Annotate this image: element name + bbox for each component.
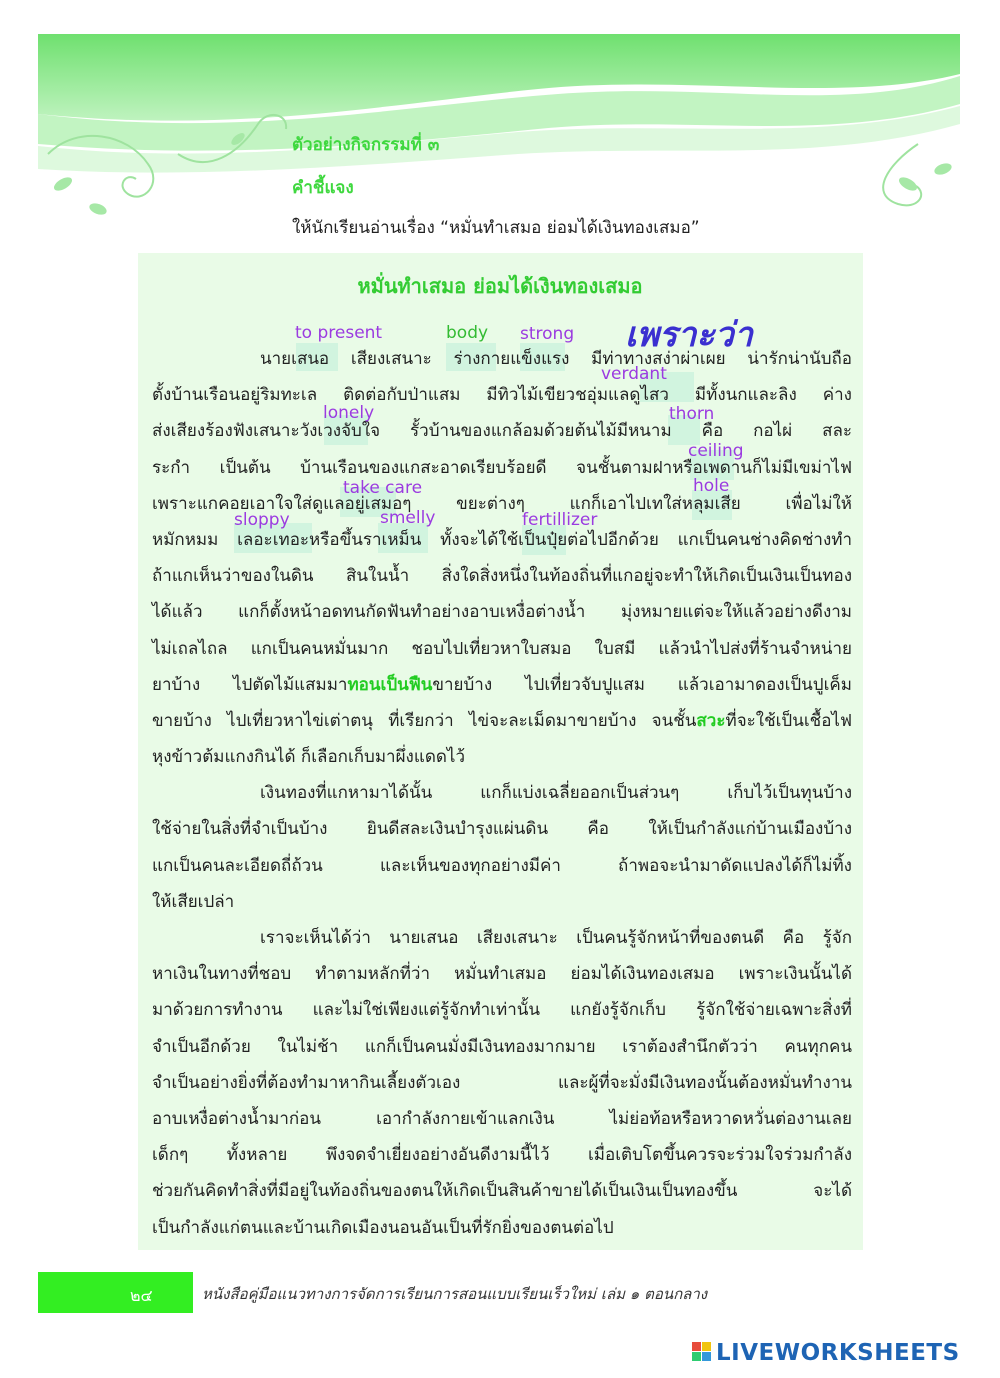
annotation-hole: hole [693, 476, 730, 496]
book-title: หนังสือคู่มือแนวทางการจัดการเรียนการสอนแบบเรียนเร็วใหม่ เล่ม ๑ ตอนกลาง [202, 1285, 708, 1303]
story-line: เงินทองที่แกหามาได้นั้น แกก็แบ่งเฉลี่ยออกเป็นส่วนๆ เก็บไว้เป็นทุนบ้าง [260, 783, 852, 804]
story-line: เราจะเห็นได้ว่า นายเสนอ เสียงเสนาะ เป็นคนรู้จักหน้าที่ของตนดี คือ รู้จัก [260, 928, 852, 948]
story-line: ช่วยกันคิดทำสิ่งที่มีอยู่ในท้องถิ่นของตนให้เกิดเป็นสินค้าขายได้เป็นเงินเป็นทองขึ้น จะได้ [152, 1181, 852, 1202]
annotation-fertillizer: fertillizer [522, 510, 598, 530]
annotation-to-present: to present [295, 323, 383, 343]
story-line: จำเป็นอย่างยิ่งที่ต้องทำมาหากินเลี้ยงตัวเอง และผู้ที่จะมั่งมีเงินทองนั้นต้องหมั่นทำงาน [152, 1072, 852, 1093]
annotation-take-care: take care [343, 478, 423, 498]
story-line: ส่งเสียงร้องฟังเสนาะวังเวงจับใจ รั้วบ้านของแกล้อมด้วยต้นไม้มีหนาม คือ กอไผ่ สละ [152, 421, 852, 442]
story-line: เพราะแกคอยเอาใจใส่ดูแลอยู่เสมอๆ ขยะต่างๆ แกก็เอาไปเทใส่หลุมเสีย เพื่อไม่ให้ [152, 493, 852, 514]
story-line: ขายบ้าง ไปเที่ยวหาไข่เต่าตนุ ที่เรียกว่า ไข่จะละเม็ดมาขายบ้าง จนชั้นสวะที่จะใช้เป็นเชื้อไฟ [152, 710, 852, 731]
story-title: หมั่นทำเสมอ ย่อมได้เงินทองเสมอ [357, 274, 643, 298]
annotation-ceiling: ceiling [688, 441, 744, 461]
story-line: อาบเหงื่อต่างน้ำมาก่อน เอากำลังกายเข้าแลกเงิน ไม่ย่อท้อหรือหวาดหวั่นต่องานเลย [152, 1108, 852, 1129]
annotation-thorn: thorn [669, 404, 715, 424]
story-line: ยาบ้าง ไปตัดไม้แสมมาทอนเป็นฟืนขายบ้าง ไปเที่ยวจับปูแสม แล้วเอามาดองเป็นปูเค็ม [152, 674, 852, 695]
story-line: นายเสนอ เสียงเสนาะ ร่างกายแข็งแรง มีท่าทางสง่าผ่าเผย น่ารักน่านับถือ [260, 349, 852, 369]
story-paragraph-1 [152, 341, 852, 1246]
liveworksheets-logo-icon [692, 1342, 712, 1362]
story-line: มาด้วยการทำงาน และไม่ใช่เพียงแต่รู้จักทำเท่านั้น แกยังรู้จักเก็บ รู้จักใช้จ่ายเฉพาะสิ่งที่ [152, 1000, 852, 1021]
annotation-lonely: lonely [323, 403, 375, 423]
instruction-label: คำชี้แจง [292, 178, 354, 198]
story-line: เป็นกำลังแก่ตนและบ้านเกิดเมืองนอนอันเป็นที่รักยิ่งของตนต่อไป [152, 1217, 614, 1238]
brand-name[interactable]: LIVEWORKSHEETS [716, 1340, 960, 1366]
story-line: จำเป็นอีกด้วย ในไม่ช้า แกก็เป็นคนมั่งมีเงินทองมากมาย เราต้องสำนึกตัวว่า คนทุกคน [152, 1036, 852, 1057]
annotation-smelly: smelly [380, 508, 436, 528]
annotation-verdant: verdant [601, 364, 667, 384]
story-line: หาเงินในทางที่ชอบ ทำตามหลักที่ว่า หมั่นทำเสมอ ย่อมได้เงินทองเสมอ เพราะเงินนั้นได้ [152, 964, 852, 985]
story-line: ระกำ เป็นต้น บ้านเรือนของแกสะอาดเรียบร้อยดี จนชั้นตามฝาหรือเพดานก็ไม่มีเขม่าไฟ [152, 457, 852, 478]
story-line: ตั้งบ้านเรือนอยู่ริมทะเล ติดต่อกับป่าแสม มีทิวไม้เขียวชอุ่มแลดูไสว มีทั้งนกและลิง ค่าง [152, 385, 852, 406]
page-number-box [38, 1272, 193, 1313]
story-line: เด็กๆ ทั้งหลาย พึงจดจำเยี่ยงอย่างอันดีงามนี้ไว้ เมื่อเติบโตขึ้นควรจะร่วมใจร่วมกำลัง [152, 1145, 852, 1166]
annotation-sloppy: sloppy [234, 510, 290, 530]
story-line: หมักหมม เลอะเทอะหรือขึ้นราเหม็น ทั้งจะได้ใช้เป็นปุ๋ยต่อไปอีกด้วย แกเป็นคนช่างคิดช่างทำ [152, 529, 852, 550]
story-line: ถ้าแกเห็นว่าของในดิน สินในน้ำ สิ่งใดสิ่งหนึ่งในท้องถิ่นที่แกอยู่จะทำให้เกิดเป็นเงินเป็นทอง [152, 566, 852, 587]
story-line: ให้เสียเปล่า [152, 891, 235, 912]
instruction-text: ให้นักเรียนอ่านเรื่อง “หมั่นทำเสมอ ย่อมได้เงินทองเสมอ” [292, 218, 700, 238]
annotation-body: body [446, 323, 489, 343]
story-line: แกเป็นคนละเอียดถี่ถ้วน และเห็นของทุกอย่างมีค่า ถ้าพอจะนำมาดัดแปลงได้ก็ไม่ทิ้ง [152, 855, 852, 876]
annotation-handwritten: เพราะว่า [625, 315, 753, 355]
decorative-banner [38, 34, 960, 224]
story-line: ใช้จ่ายในสิ่งที่จำเป็นบ้าง ยินดีสละเงินบำรุงแผ่นดิน คือ ให้เป็นกำลังแก่บ้านเมืองบ้าง [152, 819, 852, 840]
highlighted-word: สวะ [696, 710, 726, 731]
annotation-strong: strong [520, 324, 575, 344]
page-number: ๒๔ [130, 1286, 153, 1305]
story-line: ไม่เถลไถล แกเป็นคนหมั่นมาก ชอบไปเที่ยวหาใบสมอ ใบสมี แล้วนำไปส่งที่ร้านจำหน่าย [152, 638, 852, 659]
story-line: ได้แล้ว แกก็ตั้งหน้าอดทนกัดฟันทำอย่างอาบเหงื่อต่างน้ำ มุ่งหมายแต่จะให้แล้วอย่างดีงาม [152, 602, 852, 623]
story-line: หุงข้าวต้มแกงกินได้ ก็เลือกเก็บมาผึ่งแดดไว้ [152, 747, 465, 768]
highlighted-word: ทอนเป็นฟืน [347, 674, 433, 695]
activity-title: ตัวอย่างกิจกรรมที่ ๓ [292, 135, 440, 155]
